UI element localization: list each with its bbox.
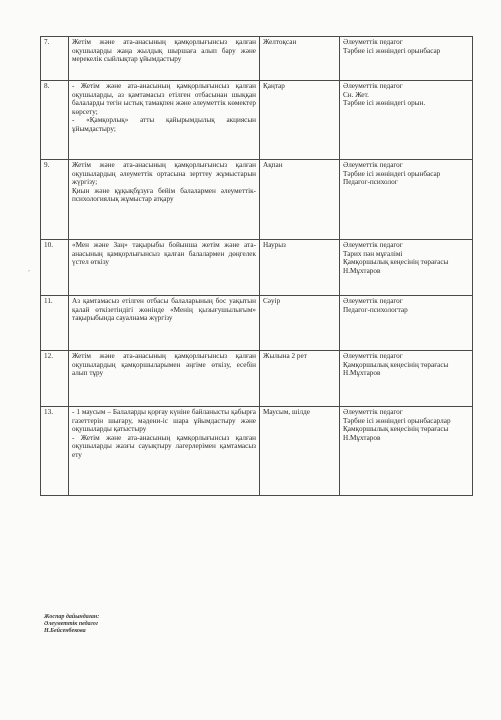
responsible-cell [340, 81, 473, 160]
activity-cell [69, 160, 260, 240]
responsible-text: Әлеуметтік педагог [343, 82, 403, 90]
activity-cell [69, 240, 260, 296]
plan-table [40, 36, 473, 496]
row-number-cell: 9. [41, 160, 69, 240]
responsible-cell [340, 37, 473, 81]
responsible-text: Н.Мұхтаров [343, 369, 381, 378]
activity-cell [69, 81, 260, 160]
responsible-cell [340, 160, 473, 240]
activity-text: - Жетім және ата-анасының қамқорлығынсыз қалған оқушыларды жазғы сауықтыру лагерлерімен қамтамасыз ету [72, 433, 256, 459]
row-number-cell: 7. [41, 37, 69, 81]
activity-cell [69, 351, 260, 407]
activity-cell [69, 407, 260, 496]
plan-footer [44, 614, 99, 635]
responsible-text: Әлеуметтік педагог [343, 38, 403, 46]
activity-text: «Мен және Заң» тақырыбы бойынша жетім және ата-анасының қамқорлығынсыз қалған балалармен дөңгелек үстел өткізу [72, 241, 256, 267]
responsible-text: Әлеуметтік педагог [343, 161, 403, 169]
date-cell: Маусым, шілде [260, 407, 340, 496]
activity-cell [69, 296, 260, 351]
responsible-text: Н.Мұхтаров [343, 433, 381, 442]
activity-text: Қиын және құқықбұзуға бейім балалармен әлеуметтік-психологиялық жұмыстар атқару [72, 186, 256, 204]
table-row [41, 37, 473, 81]
responsible-text: Тәрбие ісі жөніндегі орынбасар [343, 46, 441, 55]
table-row [41, 351, 473, 407]
date-cell: Ақпан [260, 160, 340, 240]
responsible-text: Педагог-психологтар [343, 305, 408, 314]
responsible-text: Әлеуметтік педагог [343, 352, 403, 360]
activity-text: - «Қамқорлық» атты қайырымдылық акциясын ұйымдастыру; [72, 116, 256, 133]
plan-table-body [41, 37, 473, 496]
responsible-cell [340, 407, 473, 496]
row-number-cell: 8. [41, 81, 69, 160]
date-cell: Желтоқсан [260, 37, 340, 81]
activity-text: - Жетім және ата-анасының қамқорлығынсыз қалған оқушыларды, аз қамтамасыз етілген отбасынан шыққан балаларды тегін ыстық тамақпен және әлеуметтік көмектер көрсету; [72, 82, 256, 116]
responsible-text: Әлеуметтік педагог [343, 241, 403, 249]
footer-position: Әлеуметтік педагог [44, 621, 99, 627]
margin-mark: ʼ [28, 270, 30, 276]
responsible-text: Тәрбие ісі жөніндегі орын. [343, 99, 426, 108]
date-cell: Наурыз [260, 240, 340, 296]
responsible-cell [340, 296, 473, 351]
responsible-text: Қамқоршылық кеңесінің төрағасы [343, 425, 449, 434]
responsible-text: Н.Мұхтаров [343, 266, 381, 275]
table-row [41, 81, 473, 160]
responsible-text: Қамқоршылық кеңесінің төрағасы [343, 360, 449, 369]
responsible-text: Тәрбие ісі жөніндегі орынбасарлар [343, 416, 451, 425]
table-row [41, 240, 473, 296]
date-cell: Қаңтар [260, 81, 340, 160]
footer-author-name: Н.Бейсенбекова [44, 628, 86, 634]
row-number-cell: 13. [41, 407, 69, 496]
activity-text: Жетім және ата-анасының қамқорлығынсыз қалған оқушылардың әлеуметтік ортасына зерттеу жұмыстарын жүргізу; [72, 161, 256, 187]
responsible-text: Тәрбие ісі жөніндегі орынбасар [343, 169, 441, 178]
activity-cell [69, 37, 260, 81]
responsible-text: Сн. Жет. [343, 90, 369, 99]
row-number-cell: 11. [41, 296, 69, 351]
date-cell: Жылына 2 рет [260, 351, 340, 407]
footer-prepared-by: Жоспар дайындаған: [44, 614, 100, 620]
activity-text: Аз қамтамасыз етілген отбасы балаларының бос уақытын қалай өткізетіндігі жөнінде «Менің қызығушылығым» тақырыбында сауалнама жүргізу [72, 297, 256, 323]
date-cell: Сәуір [260, 296, 340, 351]
responsible-cell [340, 240, 473, 296]
responsible-text: Қамқоршылық кеңесінің төрағасы [343, 258, 449, 267]
responsible-text: Әлеуметтік педагог [343, 297, 403, 305]
responsible-text: Тарих пән мұғалімі [343, 249, 403, 258]
activity-text: - 1 маусым – Балаларды қорғау күніне байланысты қабырға газеттерін шығару, мәдени-іс шара ұйымдастыру және оқушыларды қатыстыру [72, 408, 256, 434]
responsible-text: Әлеуметтік педагог [343, 408, 403, 416]
table-row [41, 296, 473, 351]
activity-text: Жетім және ата-анасының қамқорлығынсыз қалған оқушыларды жаңа жылдық шыршаға алып бару және мерекелік сыйлықтар ұйымдастыру [72, 38, 256, 64]
table-row [41, 407, 473, 496]
table-row [41, 160, 473, 240]
row-number-cell: 10. [41, 240, 69, 296]
responsible-text: Педагог-психолог [343, 178, 398, 187]
responsible-cell [340, 351, 473, 407]
activity-text: Жетім және ата-анасының қамқорлығынсыз қалған оқушылардың қамқоршыларымен әңгіме өткізу, есебін алып тұру [72, 352, 256, 378]
row-number-cell: 12. [41, 351, 69, 407]
